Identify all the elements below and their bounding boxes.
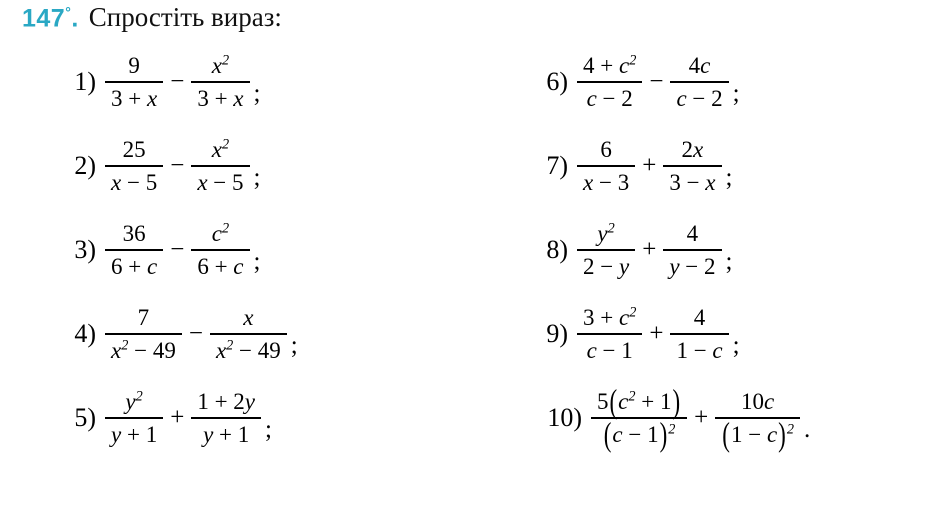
fraction <box>191 136 249 196</box>
problem-1 <box>58 40 478 124</box>
denominator: 6 + c <box>197 253 244 279</box>
problem-3 <box>58 208 478 292</box>
terminator: ; <box>265 415 272 443</box>
problem-label: 7) <box>546 151 568 180</box>
problem-label: 4) <box>74 319 96 348</box>
problem-label: 9) <box>546 319 568 348</box>
fraction <box>663 136 721 196</box>
numerator: $4 + c^2$ <box>583 52 637 79</box>
exercise-header <box>22 2 282 33</box>
denominator: 3 + x <box>197 85 244 111</box>
problem-label: 8) <box>546 235 568 264</box>
fraction <box>591 383 687 453</box>
problem-label: 6) <box>546 67 568 96</box>
numerator: 4c <box>688 53 711 79</box>
terminator: . <box>803 415 811 443</box>
numerator: 2x <box>681 137 704 163</box>
fraction-bar <box>191 249 249 251</box>
fraction <box>105 388 163 448</box>
problem-label: 5) <box>74 403 96 432</box>
problem-9 <box>530 292 944 376</box>
fraction <box>210 304 287 364</box>
fraction <box>105 52 163 112</box>
fraction-bar <box>191 417 261 419</box>
fraction-bar <box>105 249 163 251</box>
numerator: 4 <box>686 221 699 247</box>
expression <box>576 52 740 112</box>
fraction-bar <box>577 81 642 83</box>
problem-label: 3) <box>74 235 96 264</box>
numerator: 7 <box>137 305 150 331</box>
problem-6 <box>530 40 944 124</box>
fraction <box>105 220 163 280</box>
denominator: y + 1 <box>203 421 250 447</box>
number-dot: . <box>71 4 79 32</box>
problem-7 <box>530 124 944 208</box>
problem-2 <box>58 124 478 208</box>
numerator: 6 <box>600 137 612 163</box>
fraction <box>105 136 163 196</box>
numerator: 1 + 2y <box>197 389 256 415</box>
exercise-number <box>22 4 79 33</box>
fraction <box>670 52 728 112</box>
numerator: 25 <box>122 137 146 163</box>
fraction <box>105 304 182 364</box>
fraction <box>577 220 635 280</box>
denominator: 1 − c <box>676 337 723 363</box>
expression <box>576 136 732 196</box>
terminator: ; <box>290 331 298 359</box>
denominator: y + 1 <box>111 421 158 447</box>
fraction-bar <box>577 249 635 251</box>
terminator: ; <box>732 331 740 359</box>
numerator: $y^2$ <box>125 388 143 415</box>
numerator: 10c <box>741 389 775 415</box>
fraction-bar <box>670 333 728 335</box>
expression <box>576 220 732 280</box>
numerator: $x^2$ <box>211 52 230 79</box>
operator: + <box>694 404 709 431</box>
problem-5 <box>58 376 478 460</box>
page-title: Спростіть вираз: <box>88 2 282 32</box>
fraction-bar <box>210 333 287 335</box>
denominator: x − 3 <box>583 169 630 195</box>
denominator: c − 2 <box>586 85 633 111</box>
fraction <box>191 388 261 448</box>
terminator: ; <box>725 247 733 275</box>
problem-label: 2) <box>74 151 96 180</box>
fraction <box>191 220 249 280</box>
expression <box>104 136 260 196</box>
fraction-bar <box>670 81 728 83</box>
fraction-bar <box>105 81 163 83</box>
fraction <box>577 136 635 196</box>
fraction <box>577 304 642 364</box>
fraction-bar <box>663 165 721 167</box>
denominator: $(1 - c)^2$ <box>722 416 794 453</box>
problem-8 <box>530 208 944 292</box>
denominator: x − 5 <box>111 169 158 195</box>
fraction-bar <box>105 165 163 167</box>
fraction-bar <box>105 333 182 335</box>
fraction-bar <box>191 81 249 83</box>
operator: + <box>170 404 185 431</box>
denominator: c − 2 <box>676 85 723 111</box>
terminator: ; <box>253 247 261 275</box>
problem-label: 10) <box>547 403 582 432</box>
fraction-bar <box>191 165 249 167</box>
terminator: ; <box>253 163 261 191</box>
problem-label: 1) <box>74 67 96 96</box>
numerator: $y^2$ <box>597 220 615 247</box>
terminator: ; <box>253 79 261 107</box>
problem-4 <box>58 292 478 376</box>
denominator: y − 2 <box>669 253 716 279</box>
fraction-bar <box>577 165 635 167</box>
denominator: $(c - 1)^2$ <box>603 416 676 453</box>
problem-10 <box>530 376 944 460</box>
numerator: 36 <box>122 221 146 247</box>
operator: − <box>188 320 203 347</box>
fraction <box>670 304 728 364</box>
left-column <box>58 40 478 460</box>
denominator: c − 1 <box>586 337 633 363</box>
fraction <box>715 388 800 453</box>
operator: − <box>170 152 185 179</box>
numerator: x <box>243 305 254 331</box>
expression <box>104 220 260 280</box>
numerator: $x^2$ <box>211 136 230 163</box>
expression <box>590 383 811 453</box>
terminator: ; <box>732 79 740 107</box>
operator: + <box>642 236 657 263</box>
denominator: 6 + c <box>111 253 158 279</box>
fraction-bar <box>105 417 163 419</box>
operator: − <box>170 236 185 263</box>
numerator: $3 + c^2$ <box>583 304 637 331</box>
fraction <box>191 52 249 112</box>
denominator: x − 5 <box>197 169 244 195</box>
right-column <box>530 40 944 460</box>
expression <box>104 52 260 112</box>
operator: − <box>649 68 664 95</box>
fraction <box>663 220 721 280</box>
operator: − <box>170 68 185 95</box>
denominator: $x^2 - 49$ <box>215 337 281 363</box>
operator: + <box>642 152 657 179</box>
numerator: 9 <box>128 53 140 79</box>
fraction <box>577 52 642 112</box>
terminator: ; <box>725 163 733 191</box>
denominator: 2 − y <box>583 253 630 279</box>
expression <box>576 304 740 364</box>
expression <box>104 388 272 448</box>
numerator: 4 <box>693 305 706 331</box>
denominator: 3 − x <box>669 169 716 195</box>
denominator: 3 + x <box>111 85 158 111</box>
degree-mark: ° <box>65 3 72 20</box>
expression <box>104 304 298 364</box>
fraction-bar <box>663 249 721 251</box>
denominator: $x^2 - 49$ <box>111 337 176 363</box>
numerator: $c^2$ <box>211 220 230 247</box>
operator: + <box>649 320 664 347</box>
exercise-number-value: 147 <box>22 4 66 32</box>
fraction-bar <box>577 333 642 335</box>
numerator: $5(c^2 + 1)$ <box>597 383 681 420</box>
